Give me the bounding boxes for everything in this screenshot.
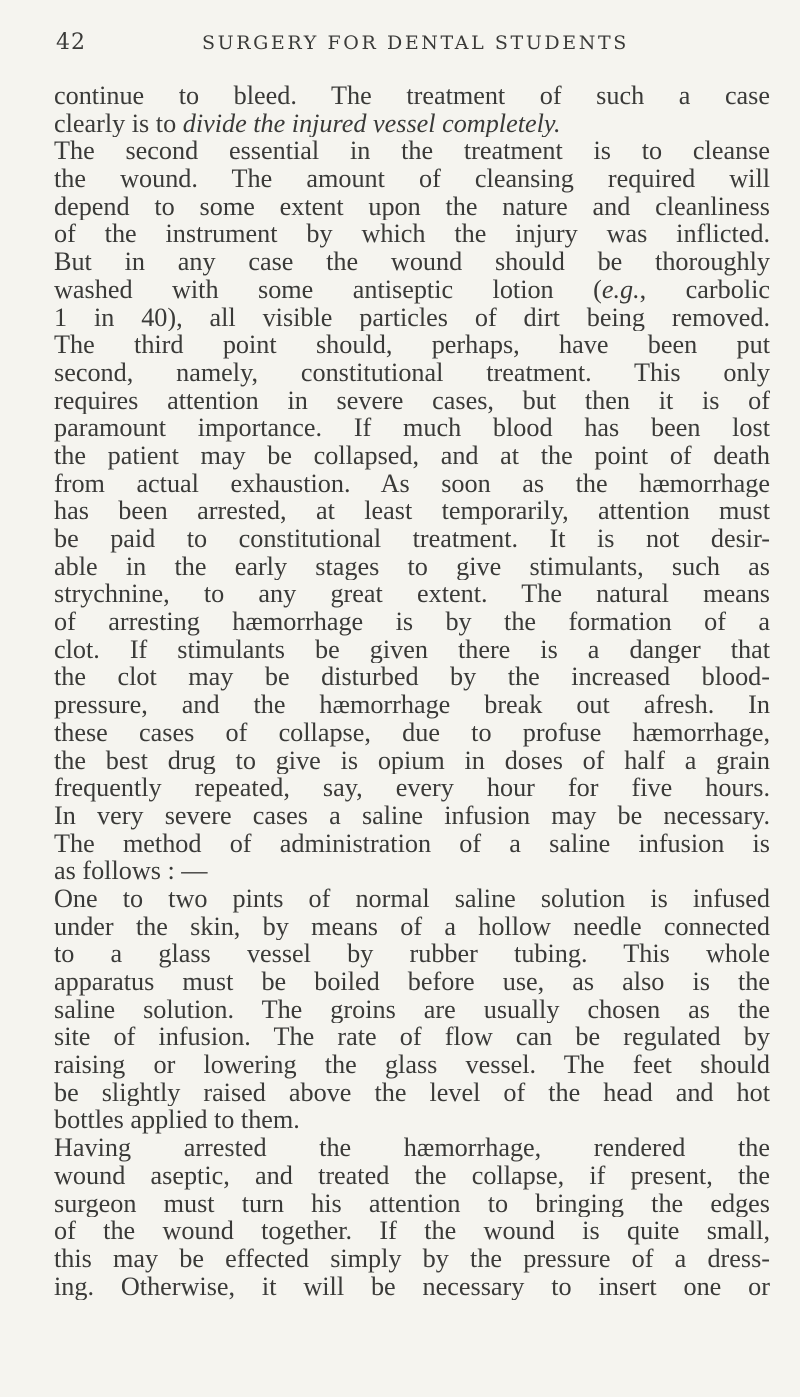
italic-run: e.g. <box>601 275 640 304</box>
text-line <box>54 497 770 525</box>
text-run: requires attention in severe cases, but then it is of <box>54 386 770 415</box>
text-run: clearly is to <box>54 109 183 138</box>
italic-run: divide the injured vessel completely. <box>182 109 561 138</box>
text-line <box>54 608 770 636</box>
page-number: 42 <box>56 30 86 55</box>
text-line <box>54 359 770 387</box>
text-run: The second essential in the treatment is to cleanse <box>54 137 770 166</box>
text-run: the wound. The amount of cleansing required will <box>54 165 770 193</box>
text-run: from actual exhaustion. As soon as the hæmorrhage <box>54 469 770 498</box>
text-run: strychnine, to any great extent. The natural means <box>54 580 770 609</box>
text-line <box>54 1245 770 1273</box>
text-line <box>54 1134 770 1162</box>
text-run: to a glass vessel by rubber tubing. This whole <box>54 940 770 968</box>
text-line <box>54 553 770 581</box>
text-line <box>54 885 770 913</box>
text-run: continue to bleed. The treatment of such a case <box>54 82 770 110</box>
text-line <box>54 719 770 747</box>
text-run: clot. If stimulants be given there is a danger that <box>54 635 770 664</box>
text-run: paramount importance. If much blood has been lost <box>54 414 770 442</box>
text-run: The method of administration of a saline infusion is <box>54 829 770 858</box>
text-line <box>54 193 770 221</box>
text-run: these cases of collapse, due to profuse hæmorrhage, <box>54 718 770 747</box>
text-line <box>54 1273 770 1301</box>
text-line <box>54 442 770 470</box>
text-run: frequently repeated, say, every hour for five hours. <box>54 774 770 802</box>
text-line <box>54 276 770 304</box>
text-run: able in the early stages to give stimulants, such as <box>54 552 770 581</box>
text-line <box>54 857 770 885</box>
text-run: under the skin, by means of a hollow needle connected <box>54 912 770 941</box>
running-head: SURGERY FOR DENTAL STUDENTS <box>202 32 629 54</box>
text-run: The third point should, perhaps, have been put <box>54 331 770 359</box>
text-run: surgeon must turn his attention to bringing the edges <box>54 1189 770 1218</box>
text-line <box>54 220 770 248</box>
text-line <box>54 774 770 802</box>
text-line <box>54 82 770 110</box>
text-line <box>54 470 770 498</box>
text-run: But in any case the wound should be thoroughly <box>54 248 770 276</box>
text-line <box>54 636 770 664</box>
text-run: be paid to constitutional treatment. It is not desir- <box>54 525 770 553</box>
text-run: the patient may be collapsed, and at the point of death <box>54 441 770 470</box>
text-run: bottles applied to them. <box>54 1106 300 1135</box>
text-run: ing. Otherwise, it will be necessary to insert one or <box>54 1272 770 1301</box>
text-line <box>54 331 770 359</box>
text-run: One to two pints of normal saline solution is infused <box>54 884 770 913</box>
text-run: , carbolic <box>639 275 770 304</box>
text-run: be slightly raised above the level of the head and hot <box>54 1078 770 1107</box>
text-run: washed with some antiseptic lotion ( <box>54 275 602 304</box>
text-run: site of infusion. The rate of flow can be regulated by <box>54 1023 770 1052</box>
text-line <box>54 913 770 941</box>
body-text <box>54 82 770 1300</box>
text-line <box>54 1051 770 1079</box>
text-line <box>54 387 770 415</box>
text-run: of the instrument by which the injury was inflicted. <box>54 220 770 249</box>
text-line <box>54 248 770 276</box>
text-line <box>54 137 770 165</box>
text-run: In very severe cases a saline infusion may be necessary. <box>54 801 770 830</box>
text-line <box>54 1023 770 1051</box>
text-run: of the wound together. If the wound is quite small, <box>54 1217 770 1245</box>
text-line <box>54 802 770 830</box>
text-run: has been arrested, at least temporarily, attention must <box>54 497 770 525</box>
text-run: as follows : — <box>54 857 208 885</box>
text-run: saline solution. The groins are usually chosen as the <box>54 995 770 1024</box>
text-run: 1 in 40), all visible particles of dirt being removed. <box>54 303 770 332</box>
text-run: the clot may be disturbed by the increased blood- <box>54 663 770 692</box>
text-run: of arresting hæmorrhage is by the formation of a <box>54 608 770 636</box>
text-line <box>54 525 770 553</box>
text-line <box>54 1162 770 1190</box>
text-line <box>54 1217 770 1245</box>
text-run: this may be effected simply by the pressure of a dress- <box>54 1244 770 1273</box>
text-run: wound aseptic, and treated the collapse, if present, the <box>54 1161 770 1190</box>
text-run: Having arrested the hæmorrhage, rendered the <box>54 1134 770 1162</box>
text-run: second, namely, constitutional treatment. This only <box>54 358 770 387</box>
text-line <box>54 968 770 996</box>
text-line <box>54 747 770 775</box>
text-run: depend to some extent upon the nature and cleanliness <box>54 192 770 221</box>
text-run: the best drug to give is opium in doses of half a grain <box>54 746 770 775</box>
text-run: raising or lowering the glass vessel. The feet should <box>54 1051 770 1079</box>
page-header <box>56 30 776 60</box>
text-run: pressure, and the hæmorrhage break out afresh. In <box>54 691 770 719</box>
text-line <box>54 1106 770 1134</box>
text-line <box>54 996 770 1024</box>
text-line <box>54 1079 770 1107</box>
text-line <box>54 580 770 608</box>
text-line <box>54 304 770 332</box>
text-line <box>54 1190 770 1218</box>
text-line <box>54 110 770 138</box>
text-line <box>54 691 770 719</box>
text-line <box>54 414 770 442</box>
text-run: apparatus must be boiled before use, as also is the <box>54 968 770 996</box>
text-line <box>54 165 770 193</box>
text-line <box>54 663 770 691</box>
text-line <box>54 830 770 858</box>
text-line <box>54 940 770 968</box>
